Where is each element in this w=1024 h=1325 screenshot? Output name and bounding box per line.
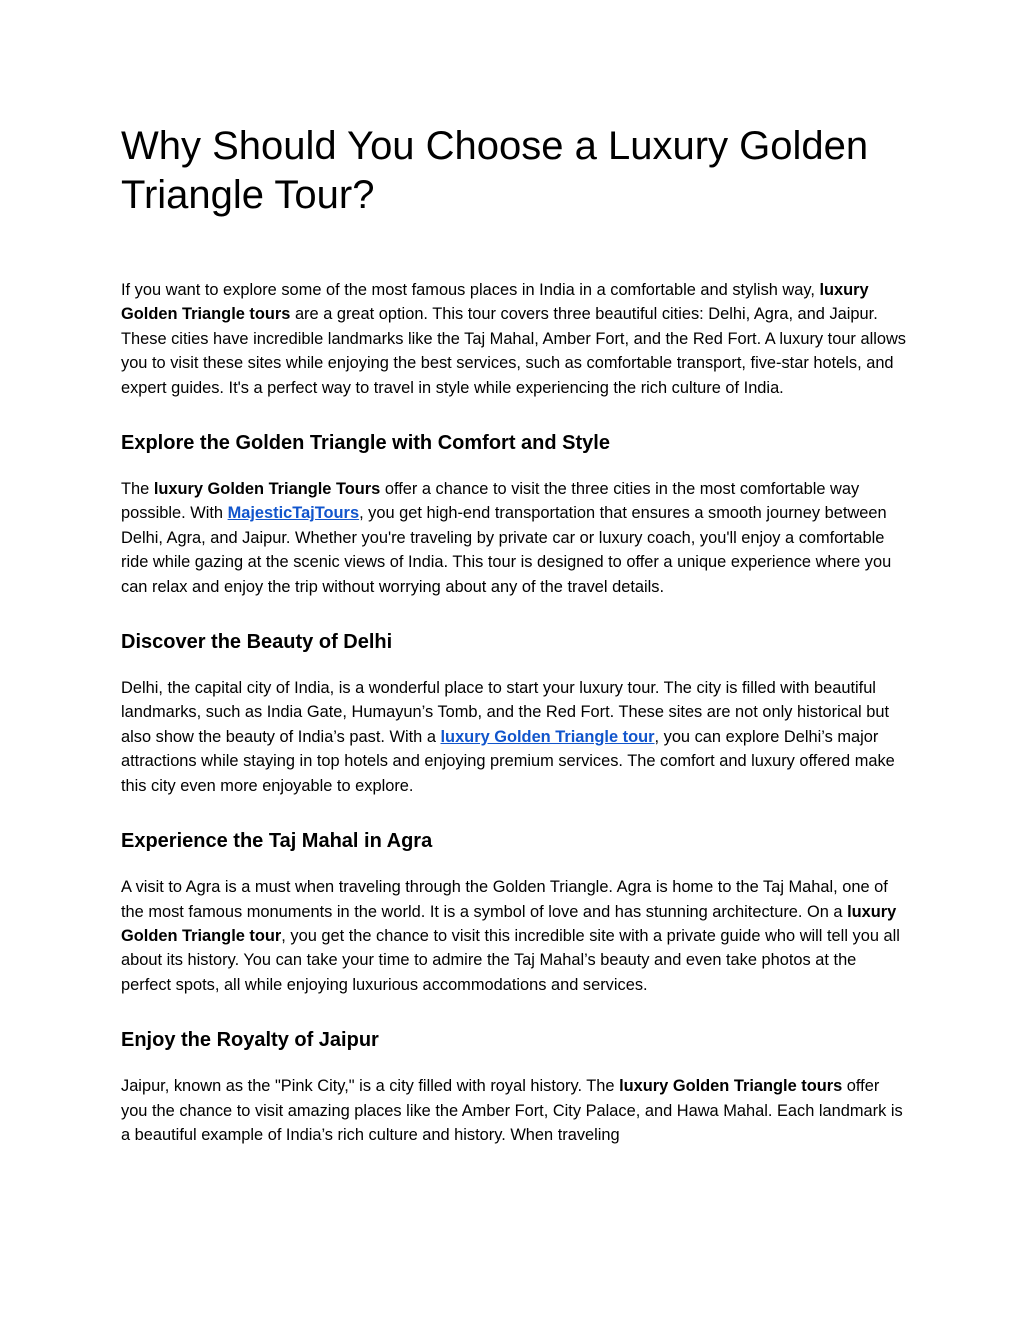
intro-bold-luxury-tours: luxury Golden Triangle tours [121,281,869,324]
agra-bold-luxury-tour: luxury Golden Triangle tour [121,902,897,945]
section-agra [121,828,906,997]
delhi-text-1: Delhi, the capital city of India, is a wonderful place to start your luxury tour. The city is filled with beautiful landmarks, such as India Gate, Humayun’s Tomb, and the Red Fort. These sites are not only historical but also show the beauty of India’s past. With a [121,679,890,746]
comfort-text-2: offer a chance to visit the three cities in the most comfortable way possible. With [121,480,860,523]
section-paragraph-agra [121,875,906,997]
section-paragraph-comfort [121,477,906,599]
comfort-text-3: , you get high-end transportation that ensures a smooth journey between Delhi, Agra, and Jaipur. Whether you're traveling by private car or luxury coach, you'll enjoy a comfortable ride while gazing at the scenic views of India. This tour is designed to offer a unique experience where you can relax and enjoy the trip without worrying about any of the travel details. [121,504,892,596]
section-heading-agra: Experience the Taj Mahal in Agra [121,830,433,853]
majestictajtours-link[interactable]: MajesticTajTours [227,504,360,523]
jaipur-text-2: offer you the chance to visit amazing places like the Amber Fort, City Palace, and Hawa Mahal. Each landmark is a beautiful example of India’s rich culture and history. When traveling [121,1077,903,1144]
section-heading-delhi: Discover the Beauty of Delhi [121,631,393,654]
section-heading-jaipur: Enjoy the Royalty of Jaipur [121,1029,379,1052]
section-paragraph-jaipur [121,1074,906,1147]
page-title: Why Should You Choose a Luxury Golden Triangle Tour? [121,124,869,217]
section-comfort-style [121,430,906,599]
luxury-golden-triangle-tour-link[interactable]: luxury Golden Triangle tour [440,727,655,746]
intro-text-2: are a great option. This tour covers three beautiful cities: Delhi, Agra, and Jaipur. These cities have incredible landmarks like the Taj Mahal, Amber Fort, and the Red Fort. A luxury tour allows you to visit these sites while enjoying the best services, such as comfortable transport, five-star hotels, and expert guides. It's a perfect way to travel in style while experiencing the rich culture of India. [121,305,906,397]
section-delhi [121,629,906,798]
comfort-bold-luxury-tours: luxury Golden Triangle Tours [153,480,381,499]
intro-text-1: If you want to explore some of the most famous places in India in a comfortable and stylish way, [121,281,820,299]
delhi-text-2: , you can explore Delhi’s major attractions while staying in top hotels and enjoying premium services. The comfort and luxury offered make this city even more enjoyable to explore. [121,727,895,795]
jaipur-text-1: Jaipur, known as the "Pink City," is a city filled with royal history. The [121,1077,620,1096]
section-jaipur [121,1027,906,1147]
document-body [121,122,906,1147]
jaipur-bold-luxury-tours: luxury Golden Triangle tours [619,1077,843,1096]
intro-paragraph [121,278,906,400]
comfort-text-1: The [121,480,154,499]
section-paragraph-delhi [121,676,906,798]
agra-text-2: , you get the chance to visit this incredible site with a private guide who will tell you all about its history. You can take your time to admire the Taj Mahal’s beauty and even take photos at the perfect spots, all while enjoying luxurious accommodations and services. [121,926,900,994]
agra-text-1: A visit to Agra is a must when traveling through the Golden Triangle. Agra is home to the Taj Mahal, one of the most famous monuments in the world. It is a symbol of love and has stunning architecture. On a [121,878,888,921]
section-heading-comfort: Explore the Golden Triangle with Comfort and Style [121,432,610,455]
